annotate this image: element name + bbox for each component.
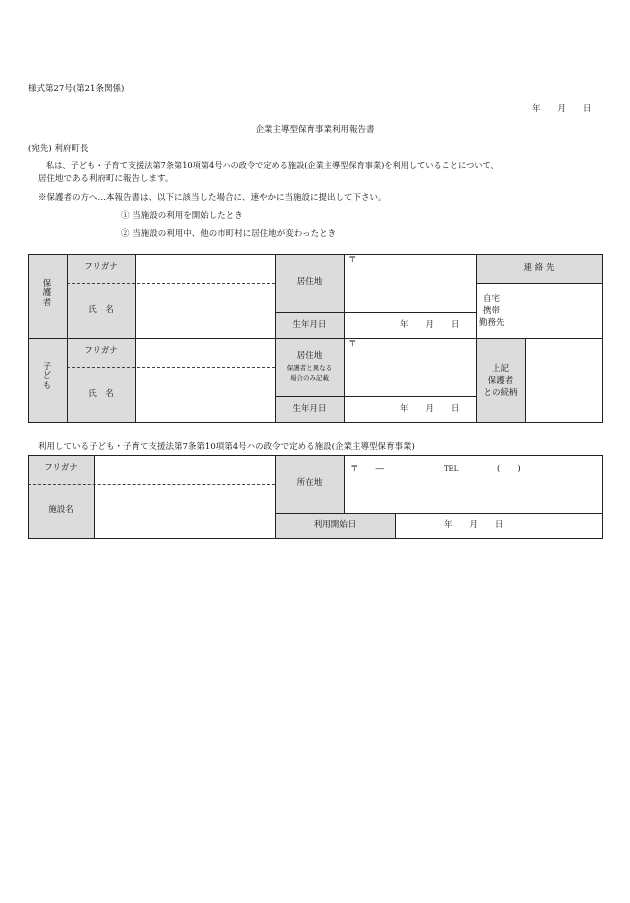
document-title: 企業主導型保育事業利用報告書 bbox=[255, 125, 375, 135]
guardian-birthdate-label: 生年月日 bbox=[292, 320, 327, 330]
facility-name-label: 施設名 bbox=[48, 505, 74, 515]
contact-mobile: 携帯 bbox=[483, 306, 501, 316]
child-name-label: 氏 名 bbox=[88, 389, 114, 399]
facility-furigana-label: フリガナ bbox=[44, 463, 78, 473]
case-2: ② 当施設の利用中、他の市町村に居住地が変わったとき bbox=[121, 229, 337, 239]
contact-header: 連 絡 先 bbox=[523, 263, 555, 273]
guardian-name-label: 氏 名 bbox=[88, 305, 114, 315]
facility-postal-line: 〒 ― bbox=[350, 464, 385, 474]
facility-start-label: 利用開始日 bbox=[313, 520, 357, 530]
child-birthdate-label: 生年月日 bbox=[292, 404, 327, 414]
child-birthdate-units: 年 月 日 bbox=[400, 404, 460, 414]
child-address-note-1: 保護者と異なる bbox=[286, 364, 333, 372]
body-line-1: 私は、子ども・子育て支援法第7条第10項第4号ハの政令で定める施設(企業主導型保育事業)を利用していることについて、 bbox=[46, 160, 499, 170]
addressee: (宛先) 利府町長 bbox=[28, 144, 89, 154]
guardian-note: ※保護者の方へ…本報告書は、以下に該当した場合に、速やかに当施設に提出して下さい。 bbox=[38, 193, 387, 203]
form-number: 様式第27号(第21条関係) bbox=[28, 84, 125, 94]
facility-tel-parens: ( ) bbox=[497, 464, 521, 474]
contact-work: 勤務先 bbox=[479, 318, 505, 328]
child-label: 子ども bbox=[42, 362, 52, 391]
relation-line-2: 保護者 bbox=[487, 376, 514, 386]
guardian-birthdate-units: 年 月 日 bbox=[400, 320, 460, 330]
case-1: ① 当施設の利用を開始したとき bbox=[121, 211, 243, 221]
date-line: 年 月 日 bbox=[532, 104, 592, 114]
guardian-address-label: 居住地 bbox=[296, 277, 323, 287]
facility-start-units: 年 月 日 bbox=[444, 520, 504, 530]
facility-location-label: 所在地 bbox=[296, 478, 323, 488]
guardian-postal-mark: 〒 bbox=[348, 255, 357, 265]
guardian-furigana-label: フリガナ bbox=[84, 262, 118, 272]
contact-home: 自宅 bbox=[483, 294, 501, 304]
relation-line-3: との続柄 bbox=[483, 388, 518, 398]
child-address-note-2: 場合のみ記載 bbox=[290, 374, 329, 382]
guardian-label: 保護者 bbox=[42, 279, 52, 308]
facility-tel-label: TEL bbox=[444, 465, 459, 473]
facility-caption: 利用している子ども・子育て支援法第7条第10項第4号ハの政令で定める施設(企業主導型保育事業) bbox=[38, 442, 415, 452]
child-address-label: 居住地 bbox=[296, 351, 323, 361]
child-furigana-label: フリガナ bbox=[84, 346, 118, 356]
body-line-2: 居住地である利府町に報告します。 bbox=[38, 174, 174, 184]
child-postal-mark: 〒 bbox=[348, 339, 357, 349]
relation-line-1: 上記 bbox=[491, 364, 509, 374]
